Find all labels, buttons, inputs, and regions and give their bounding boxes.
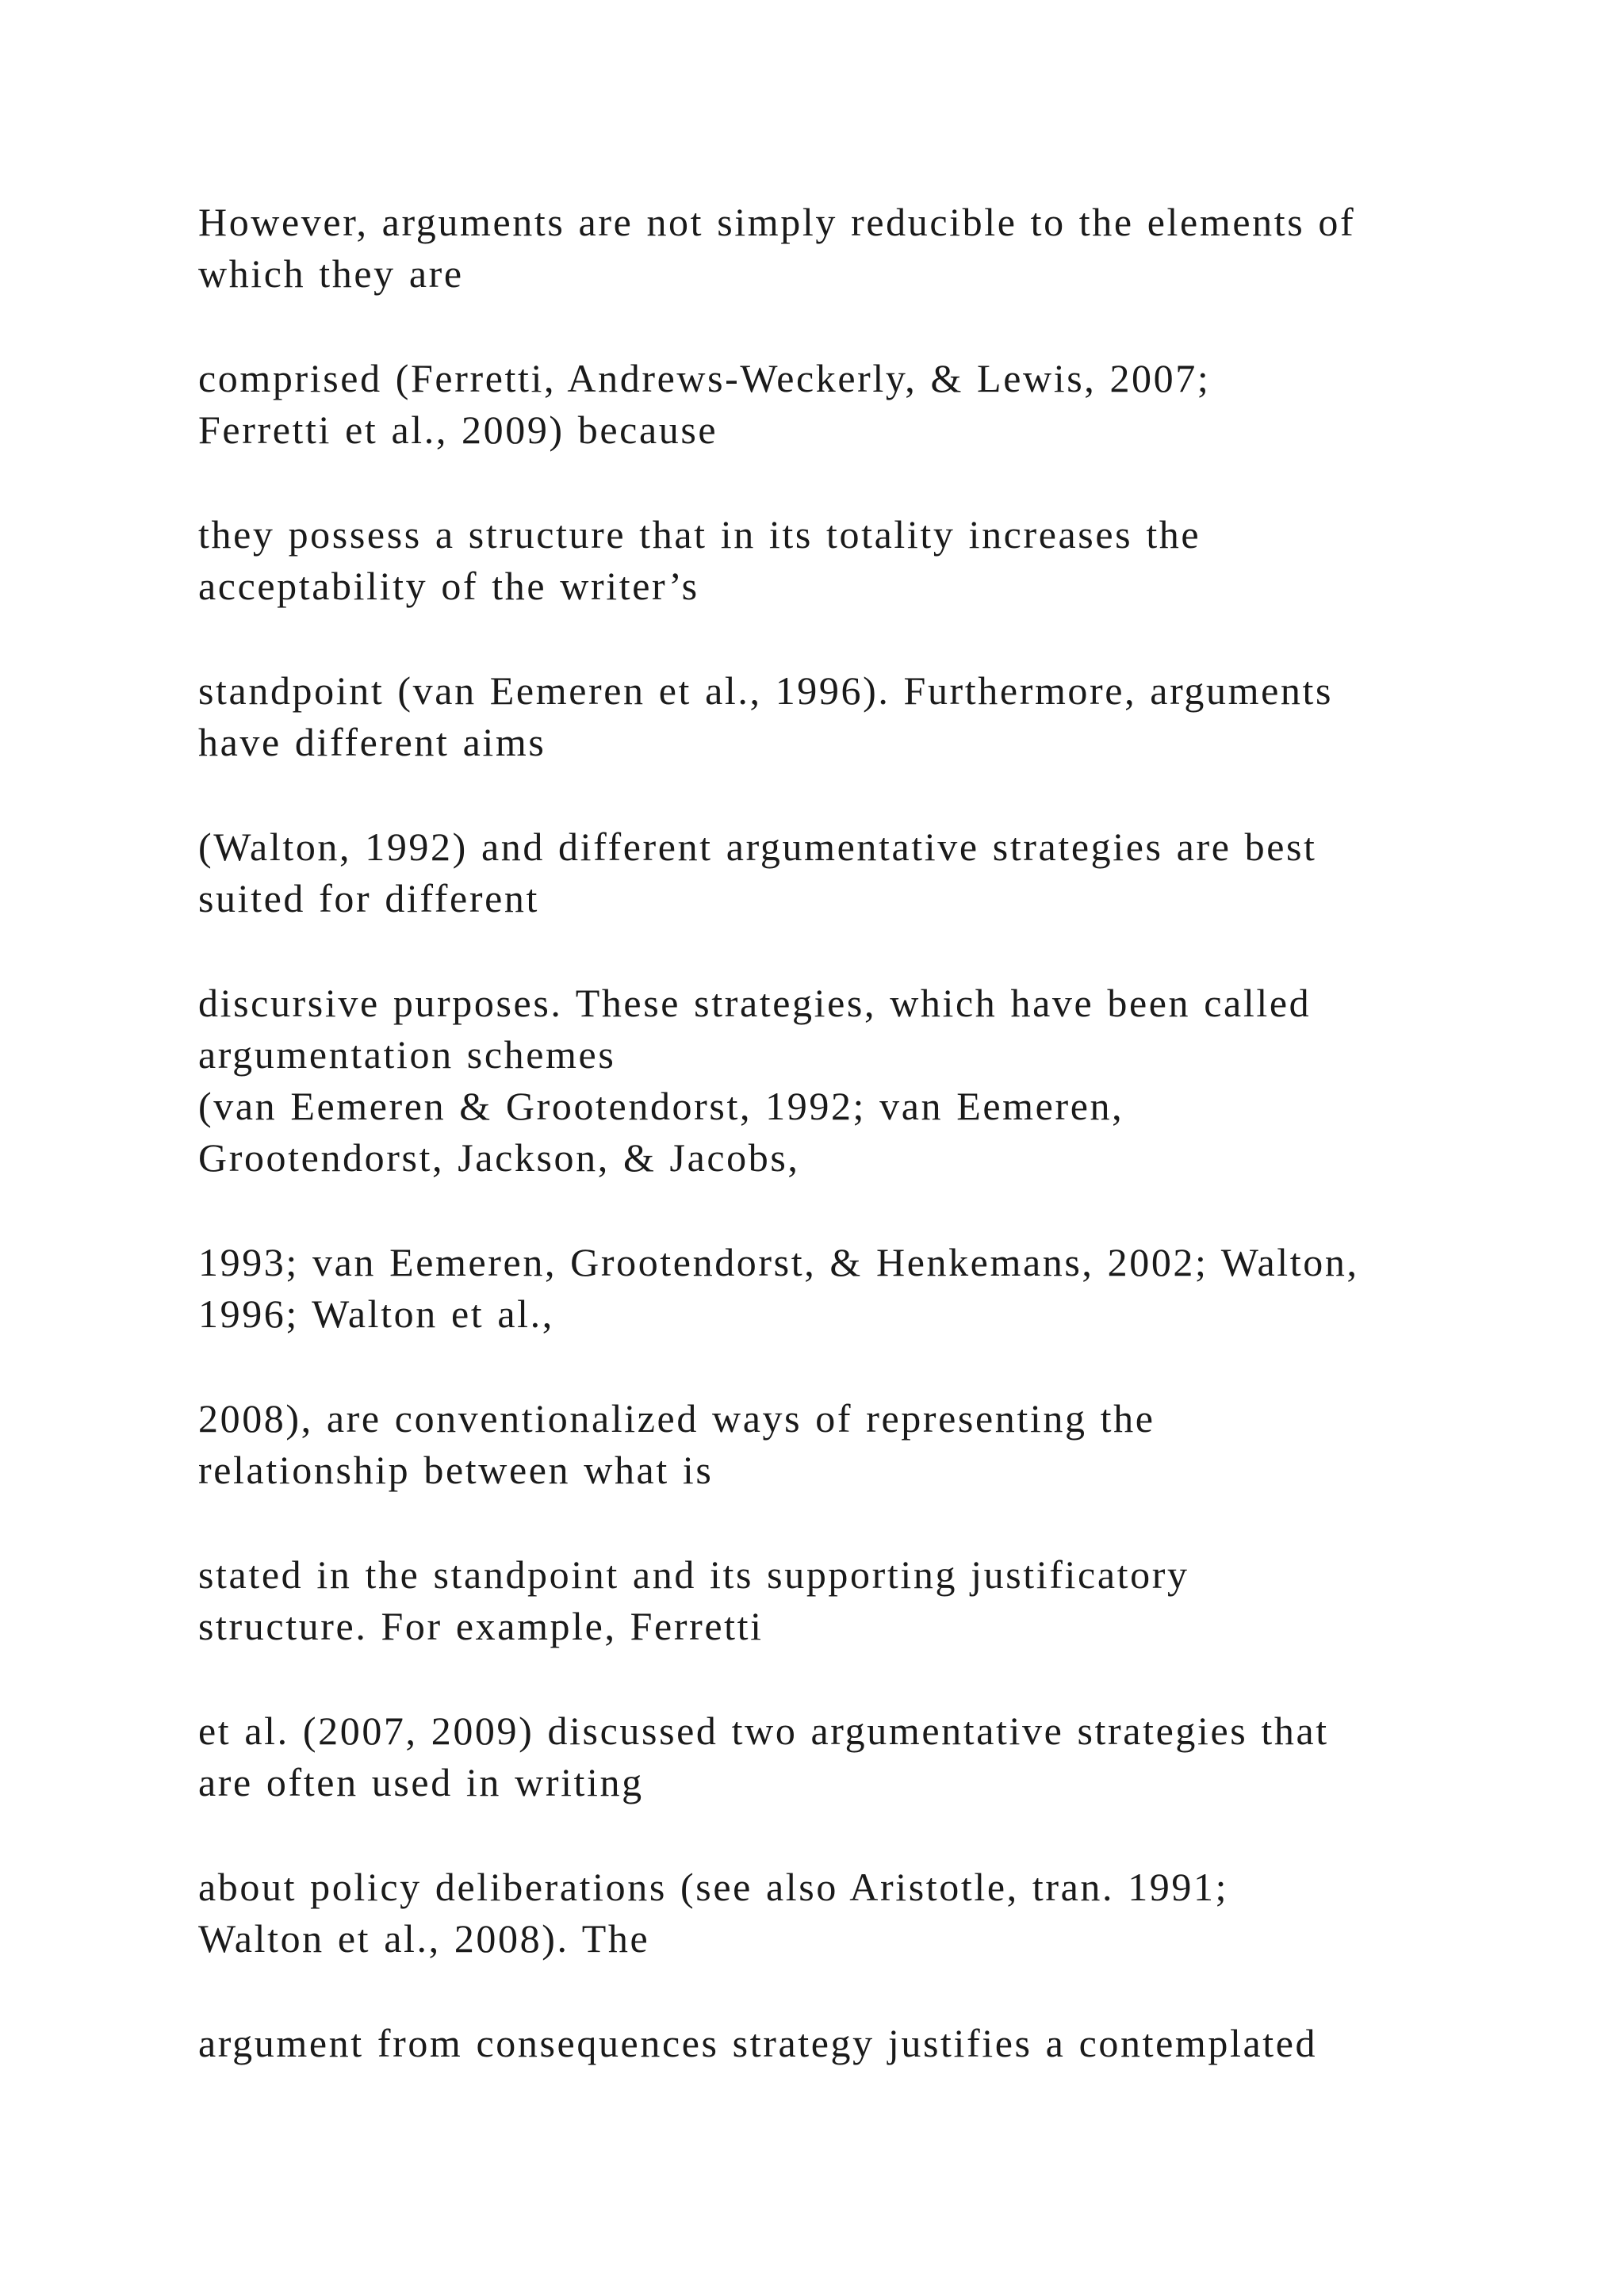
paragraph-gap — [198, 768, 1530, 821]
paragraph-gap — [198, 1965, 1530, 2018]
text-line: stated in the standpoint and its supporting justificatory — [198, 1552, 1189, 1597]
paragraph — [198, 1549, 1530, 1652]
paragraph — [198, 509, 1530, 612]
text-line: are often used in writing — [198, 1760, 644, 1804]
paragraph — [198, 665, 1530, 768]
paragraph — [198, 1705, 1530, 1808]
paragraph — [198, 978, 1530, 1184]
paragraph — [198, 353, 1530, 456]
paragraph — [198, 1393, 1530, 1496]
paragraph-gap — [198, 300, 1530, 353]
text-line: discursive purposes. These strategies, which have been called — [198, 981, 1312, 1025]
text-line: which they are — [198, 251, 464, 296]
paragraph-gap — [198, 1340, 1530, 1393]
paragraph — [198, 821, 1530, 924]
text-line: Grootendorst, Jackson, & Jacobs, — [198, 1135, 800, 1180]
paragraph — [198, 2018, 1530, 2069]
text-line: (Walton, 1992) and different argumentative strategies are best — [198, 825, 1317, 869]
paragraph — [198, 197, 1530, 300]
text-line: structure. For example, Ferretti — [198, 1604, 764, 1648]
paragraph-gap — [198, 1184, 1530, 1237]
text-line: acceptability of the writer’s — [198, 564, 699, 608]
paragraph — [198, 1862, 1530, 1965]
paragraph-gap — [198, 1496, 1530, 1549]
paragraph-gap — [198, 456, 1530, 509]
text-line: have different aims — [198, 720, 546, 764]
text-line: 1996; Walton et al., — [198, 1292, 554, 1336]
paragraph-gap — [198, 924, 1530, 978]
document-body — [198, 197, 1530, 2069]
text-line: 1993; van Eemeren, Grootendorst, & Henkemans, 2002; Walton, — [198, 1240, 1359, 1284]
paragraph-gap — [198, 1652, 1530, 1705]
text-line: comprised (Ferretti, Andrews-Weckerly, & Lewis, 2007; — [198, 356, 1211, 400]
text-line: et al. (2007, 2009) discussed two argumentative strategies that — [198, 1709, 1329, 1753]
paragraph — [198, 1237, 1530, 1340]
paragraph-gap — [198, 612, 1530, 665]
text-line: argumentation schemes — [198, 1032, 616, 1077]
text-line: they possess a structure that in its totality increases the — [198, 512, 1201, 557]
text-line: 2008), are conventionalized ways of representing the — [198, 1396, 1155, 1441]
text-line: about policy deliberations (see also Aristotle, tran. 1991; — [198, 1865, 1229, 1909]
text-line: (van Eemeren & Grootendorst, 1992; van Eemeren, — [198, 1084, 1124, 1128]
text-line: Walton et al., 2008). The — [198, 1916, 650, 1961]
text-line: relationship between what is — [198, 1448, 714, 1492]
text-line: standpoint (van Eemeren et al., 1996). Furthermore, arguments — [198, 668, 1334, 713]
text-line: suited for different — [198, 876, 539, 920]
paragraph-gap — [198, 1808, 1530, 1862]
text-line: argument from consequences strategy justifies a contemplated — [198, 2021, 1318, 2065]
text-line: However, arguments are not simply reducible to the elements of — [198, 200, 1356, 244]
text-line: Ferretti et al., 2009) because — [198, 408, 718, 452]
